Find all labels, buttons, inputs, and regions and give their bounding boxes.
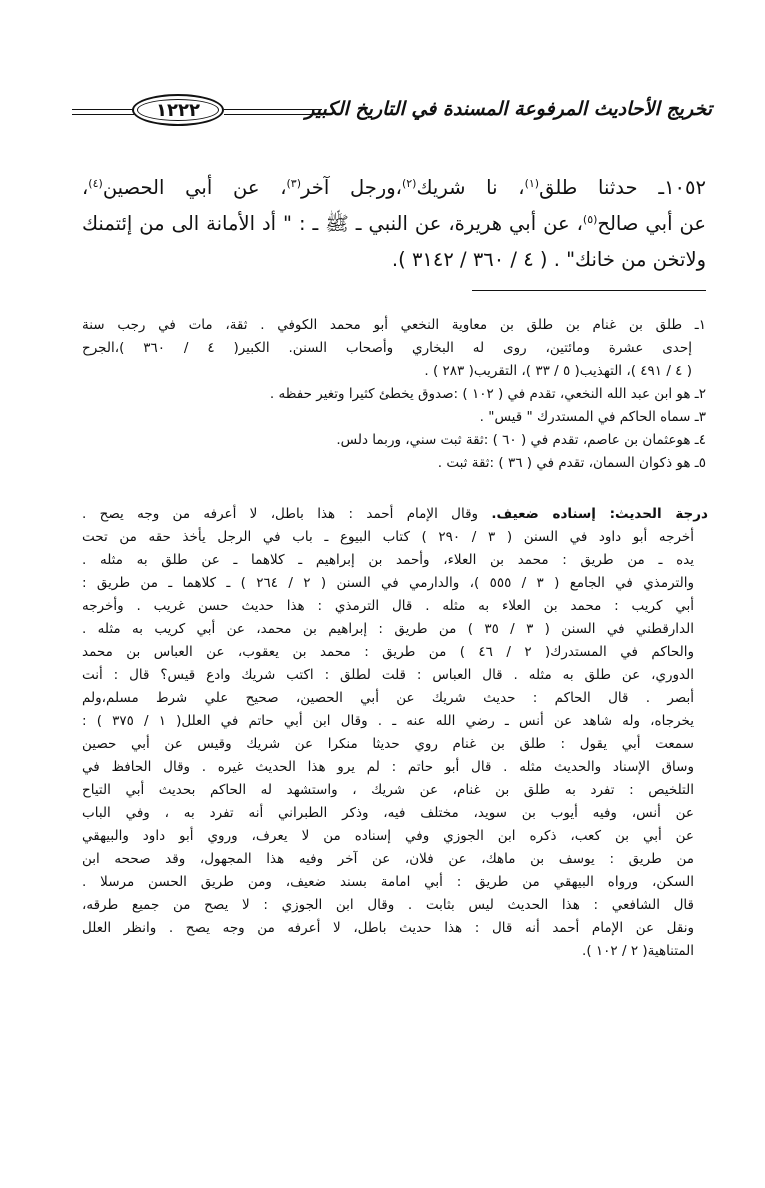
page-number-badge: [132, 94, 224, 126]
grade-line: الدارقطني في السنن ( ٣ / ٣٥ ) من طريق : إبراهيم بن محمد، عن أبي كريب به مثله .: [82, 621, 694, 637]
grade-line: والحاكم في المستدرك( ٢ / ٤٦ ) من طريق : محمد بن يعقوب، عن العباس بن محمد: [82, 644, 694, 660]
header-rule: [72, 109, 134, 115]
grade-line: سمعت أبي يقول : طلق بن غنام روي حديثا منكرا عن شريك وقيس عن أبي حصين: [82, 736, 694, 752]
footnote-line: إحدى عشرة ومائتين، روى له البخاري وأصحاب السنن. الكبير( ٤ / ٣٦٠ )،الجرح: [82, 340, 692, 356]
page-number: ١٢٢٢: [156, 99, 200, 121]
footnotes: [82, 314, 706, 475]
grade-line: عن أنس، وفيه أيوب بن سويد، مختلف فيه، وذكر الطبراني أنه تفرد به ، وفي الباب: [82, 805, 694, 821]
hadith-line: [82, 206, 706, 242]
hadith-line: ولاتخن من خانك" . ( ٤ / ٣٦٠ / ٣١٤٢ ).: [391, 248, 706, 271]
hadith-grade: [82, 503, 708, 963]
text: ،: [82, 176, 89, 199]
book-title: تخريج الأحاديث المرفوعة المسندة في التاريخ الكبير: [305, 98, 712, 120]
footnote-ref: (٤): [88, 177, 103, 190]
grade-line: أبي كريب : محمد بن العلاء به مثله . قال الترمذي : هذا حديث حسن غريب . وأخرجه: [82, 598, 694, 614]
grade-line: من طريق : يوسف بن ماهك، عن فلان، عن آخر وفيه هذا المجهول، وقد صححه ابن: [82, 851, 694, 867]
grade-line: التلخيص : تفرد به طلق بن غنام، عن شريك ، واستشهد له الحاكم بحديث أبي التياح: [82, 782, 694, 798]
grade-line: الدوري، عن طلق به مثله . قال العباس : قلت لطلق : اكتب شريك وادع قيس؟ قال : أنت: [82, 667, 694, 683]
text: ،ورجل آخر: [301, 176, 402, 199]
grade-line: يخرجاه، وله شاهد عن أنس ـ رضي الله عنه ـ . وقال ابن أبي حاتم في العلل( ١ / ٣٧٥ ) :: [82, 713, 694, 729]
footnote-separator: [472, 290, 706, 291]
text: عن أبي صالح: [597, 212, 706, 235]
footnote-line: ٤ـ هوعثمان بن عاصم، تقدم في ( ٦٠ ) :ثقة ثبت سني، وربما دلس.: [336, 432, 706, 448]
grade-line: ونقل عن الإمام أحمد أنه قال : هذا حديث باطل، لا أعرفه من وجه يصح . وانظر العلل: [82, 920, 694, 936]
text: ، نا شريك: [416, 176, 525, 199]
grade-line: السكن، ورواه البيهقي من طريق : أبي امامة بسند ضعيف، ومن طريق الحسن مرسلا .: [82, 874, 694, 890]
grade-line: أخرجه أبو داود في السنن ( ٣ / ٢٩٠ ) كتاب البيوع ـ باب في الرجل يأخذ حقه من تحت: [82, 529, 695, 545]
text: ١٠٥٢ـ حدثنا طلق: [539, 176, 706, 199]
grade-line: قال الشافعي : هذا الحديث ليس بثابت . وقال ابن الجوزي : لا يصح من جميع طرقه،: [82, 897, 694, 913]
grade-line: أبصر . قال الحاكم : حديث شريك عن أبي الحصين، صحيح علي شرط مسلم،ولم: [82, 690, 694, 706]
footnote-ref: (٥): [582, 213, 598, 226]
text: وقال الإمام أحمد : هذا باطل، لا أعرفه من وجه يصح .: [82, 506, 492, 522]
footnote-line: ٢ـ هو ابن عبد الله النخعي، تقدم في ( ١٠٢ ) :صدوق يخطئ كثيرا وتغير حفظه .: [269, 386, 706, 402]
footnote-ref: (١): [524, 177, 540, 190]
footnote-ref: (٣): [286, 177, 302, 190]
grade-label: درجة الحديث: إسناده ضعيف.: [491, 506, 708, 522]
grade-line: عن أبي بن كعب، ذكره ابن الجوزي وفي إسناده من لا يعرف، وروي أبو داود والبيهقي: [82, 828, 694, 844]
grade-line: المتناهية( ٢ / ١٠٢ ).: [582, 943, 694, 959]
running-header: [72, 92, 712, 132]
footnote-line: ٣ـ سماه الحاكم في المستدرك " قيس" .: [479, 409, 706, 425]
hadith-text: [82, 170, 706, 278]
grade-line: [82, 503, 708, 526]
grade-line: والترمذي في الجامع ( ٣ / ٥٥٥ )، والدارمي في السنن ( ٢ / ٢٦٤ ) ـ كلاهما ـ من طريق :: [82, 575, 694, 591]
hadith-line: [82, 170, 706, 206]
grade-line: يده ـ من طريق : محمد بن العلاء، وأحمد بن إبراهيم ـ كلاهما ـ عن طلق به مثله .: [82, 552, 694, 568]
footnote-line: ( ٤ / ٤٩١ )، التهذيب( ٥ / ٣٣ )، التقريب( ٢٨٣ ) .: [424, 363, 692, 379]
text: ، عن أبي الحصين: [102, 176, 287, 199]
grade-line: وساق الإسناد والحديث مثله . قال أبو حاتم : لم يرو هذا الحديث غيره . وقال الحافظ في: [82, 759, 694, 775]
text: ، عن أبي هريرة، عن النبي ـ ﷺ ـ : " أد الأمانة الى من إئتمنك: [82, 212, 583, 235]
footnote-line: ١ـ طلق بن غنام بن طلق بن معاوية النخعي أبو محمد الكوفي . ثقة، مات في رجب سنة: [82, 317, 706, 333]
footnote-line: ٥ـ هو ذكوان السمان، تقدم في ( ٣٦ ) :ثقة ثبت .: [437, 455, 706, 471]
footnote-ref: (٢): [401, 177, 417, 190]
